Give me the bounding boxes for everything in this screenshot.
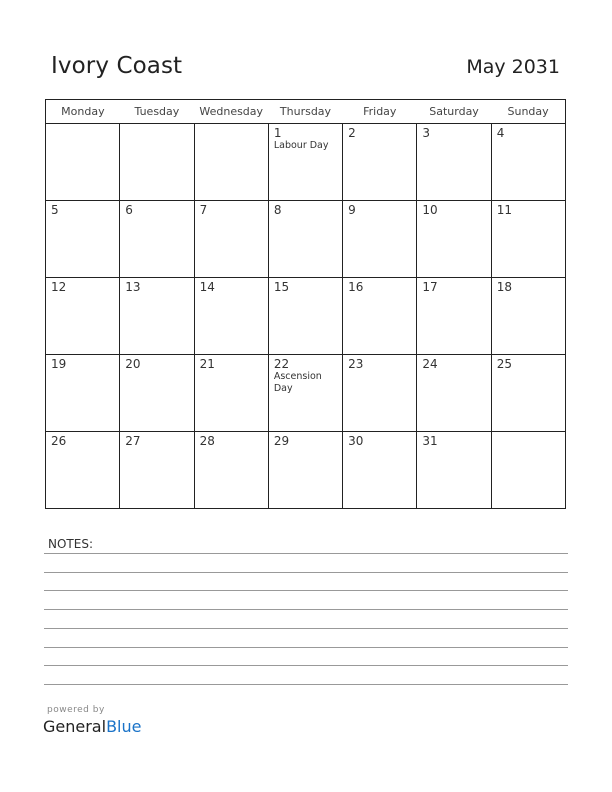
day-cell [120, 432, 194, 509]
day-number: 13 [125, 280, 141, 294]
notes-line [44, 647, 568, 648]
notes-line [44, 684, 568, 685]
weekday-header: Sunday [491, 100, 565, 124]
day-cell [46, 432, 120, 509]
day-number: 25 [496, 357, 512, 371]
weekday-header: Monday [46, 100, 120, 124]
day-number: 28 [199, 434, 215, 448]
day-cell [268, 201, 342, 278]
day-cell [268, 278, 342, 355]
week-row [46, 124, 566, 201]
notes-line [44, 628, 568, 629]
day-number: 27 [125, 434, 141, 448]
day-cell [417, 278, 491, 355]
calendar-grid [45, 99, 566, 509]
day-cell [120, 355, 194, 432]
day-cell [417, 355, 491, 432]
day-number: 1 [273, 126, 282, 140]
brand-blue: Blue [106, 717, 142, 736]
day-number: 9 [348, 203, 356, 217]
day-number: 8 [273, 203, 282, 217]
day-cell [343, 278, 417, 355]
month-year-title: May 2031 [466, 56, 560, 78]
day-number: 30 [348, 434, 364, 448]
week-row [46, 278, 566, 355]
day-cell [417, 432, 491, 509]
weekday-header: Wednesday [194, 100, 268, 124]
day-cell [417, 124, 491, 201]
day-number: 19 [51, 357, 67, 371]
day-number: 3 [422, 126, 431, 140]
day-cell [120, 278, 194, 355]
day-cell [194, 278, 268, 355]
day-number: 4 [496, 126, 505, 140]
holiday-label: Ascension Day [273, 371, 322, 394]
day-number: 20 [125, 357, 141, 371]
day-cell [46, 278, 120, 355]
weekday-header: Friday [343, 100, 417, 124]
day-cell [491, 124, 565, 201]
day-number: 23 [348, 357, 364, 371]
country-title: Ivory Coast [51, 53, 183, 79]
weekday-header: Thursday [268, 100, 342, 124]
day-cell [268, 355, 342, 432]
day-number: 15 [273, 280, 290, 294]
day-cell [46, 124, 120, 201]
day-number: 10 [422, 203, 438, 217]
day-cell [194, 432, 268, 509]
weekday-header: Saturday [417, 100, 491, 124]
day-cell [268, 432, 342, 509]
day-cell [120, 124, 194, 201]
day-number: 5 [51, 203, 59, 217]
day-number: 17 [422, 280, 438, 294]
day-number: 31 [422, 434, 438, 448]
day-number: 12 [51, 280, 67, 294]
day-cell [46, 355, 120, 432]
day-number: 22 [273, 357, 290, 371]
day-cell [343, 201, 417, 278]
day-cell [46, 201, 120, 278]
holiday-label: Labour Day [273, 140, 329, 151]
day-cell [491, 201, 565, 278]
day-cell [343, 432, 417, 509]
brand-general: General [43, 717, 107, 736]
day-cell [120, 201, 194, 278]
day-cell [343, 355, 417, 432]
day-number: 24 [422, 357, 438, 371]
day-number: 6 [125, 203, 133, 217]
weekday-header-row [46, 100, 566, 124]
week-row [46, 355, 566, 432]
brand-logo [43, 717, 141, 736]
day-number: 29 [273, 434, 290, 448]
notes-line [44, 590, 568, 591]
notes-line [44, 665, 568, 666]
day-cell [417, 201, 491, 278]
day-number: 18 [496, 280, 512, 294]
day-number: 7 [199, 203, 208, 217]
notes-line [44, 609, 568, 610]
weekday-header: Tuesday [120, 100, 194, 124]
notes-line [44, 572, 568, 573]
powered-by-text: powered by [47, 705, 105, 715]
day-number: 21 [199, 357, 215, 371]
day-cell [268, 124, 342, 201]
day-cell [491, 432, 565, 509]
day-number: 2 [348, 126, 356, 140]
day-cell [491, 278, 565, 355]
notes-line [44, 553, 568, 554]
day-number: 11 [496, 203, 512, 217]
day-number: 14 [199, 280, 215, 294]
day-number: 26 [51, 434, 67, 448]
day-cell [343, 124, 417, 201]
day-cell [194, 124, 268, 201]
day-cell [194, 201, 268, 278]
week-row [46, 201, 566, 278]
week-row [46, 432, 566, 509]
day-cell [491, 355, 565, 432]
day-cell [194, 355, 268, 432]
notes-label: NOTES: [48, 537, 93, 551]
day-number: 16 [348, 280, 364, 294]
